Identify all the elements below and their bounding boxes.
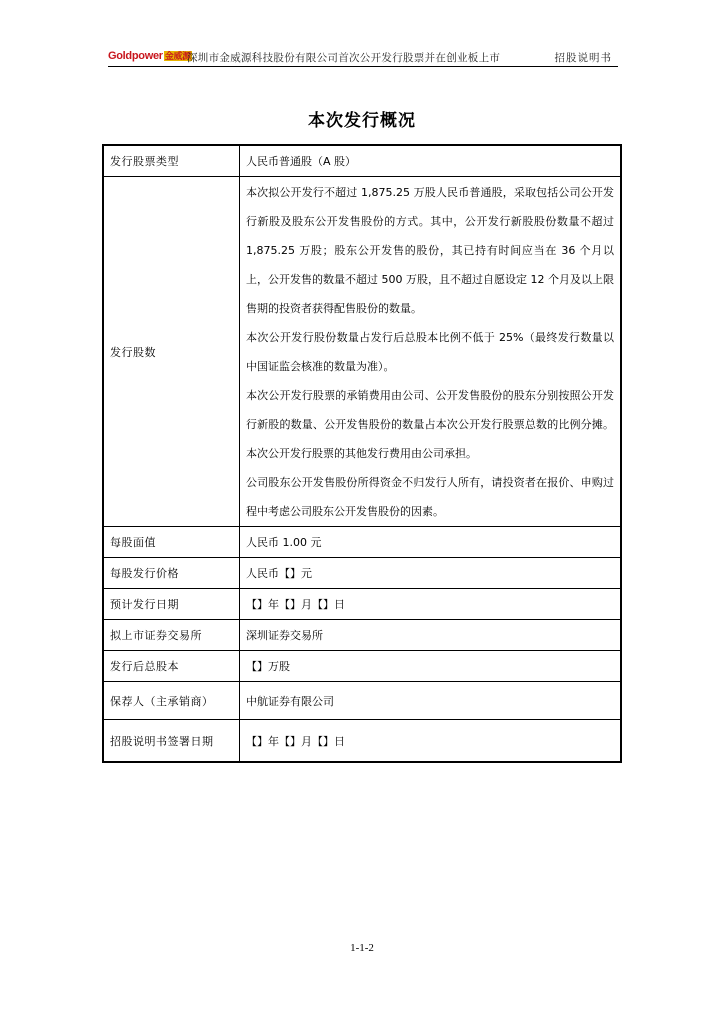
- row-value: 【】万股: [240, 651, 622, 682]
- table-row: [103, 651, 621, 682]
- logo-brand: Goldpower: [108, 50, 163, 62]
- row-label: 发行后总股本: [103, 651, 240, 682]
- table-row: [103, 527, 621, 558]
- row-value: [240, 177, 622, 527]
- row-value: 深圳证券交易所: [240, 620, 622, 651]
- table-row: [103, 177, 621, 527]
- header-doc-type: 招股说明书: [554, 52, 612, 64]
- logo-cn: 金威源: [164, 51, 191, 61]
- page-number: 1-1-2: [350, 942, 374, 954]
- row-value: 中航证券有限公司: [240, 682, 622, 720]
- table-row: [103, 589, 621, 620]
- page-title: 本次发行概况: [308, 111, 416, 131]
- row-label: 发行股数: [103, 177, 240, 527]
- table-row: [103, 558, 621, 589]
- table-row: [103, 620, 621, 651]
- table-row: [103, 720, 621, 763]
- paragraph: 本次公开发行股份数量占发行后总股本比例不低于 25%（最终发行数量以中国证监会核准的数量为准）。: [246, 331, 614, 373]
- row-label: 预计发行日期: [103, 589, 240, 620]
- row-value: 人民币普通股（A 股）: [240, 145, 622, 177]
- offering-summary-table: [102, 144, 622, 763]
- row-value: 【】年【】月【】日: [240, 589, 622, 620]
- row-label: 拟上市证券交易所: [103, 620, 240, 651]
- row-value: 【】年【】月【】日: [240, 720, 622, 763]
- row-label: 每股发行价格: [103, 558, 240, 589]
- row-label: 保荐人（主承销商）: [103, 682, 240, 720]
- row-label: 每股面值: [103, 527, 240, 558]
- row-value: 人民币【】元: [240, 558, 622, 589]
- table-row: [103, 682, 621, 720]
- paragraph: 本次公开发行股票的承销费用由公司、公开发售股份的股东分别按照公开发行新股的数量、公开发售股份的数量占本次公开发行股票总数的比例分摊。本次公开发行股票的其他发行费用由公司承担。: [246, 389, 614, 460]
- paragraph: 本次拟公开发行不超过 1,875.25 万股人民币普通股，采取包括公司公开发行新股及股东公开发售股份的方式。其中，公开发行新股股份数量不超过 1,875.25 万股；股东公开发售的股份，其已持有时间应当在 36 个月以上，公开发售的数量不超过 500 万股，且不超过自愿设定 12 个月及以上限售期的投资者获得配售股份的数量。: [246, 186, 614, 315]
- row-value: 人民币 1.00 元: [240, 527, 622, 558]
- page-header: [108, 46, 618, 67]
- row-label: 发行股票类型: [103, 145, 240, 177]
- company-logo: [108, 49, 192, 62]
- table-row: [103, 145, 621, 177]
- header-title: 深圳市金威源科技股份有限公司首次公开发行股票并在创业板上市: [187, 52, 501, 64]
- paragraph: 公司股东公开发售股份所得资金不归发行人所有，请投资者在报价、申购过程中考虑公司股东公开发售股份的因素。: [246, 476, 614, 518]
- row-label: 招股说明书签署日期: [103, 720, 240, 763]
